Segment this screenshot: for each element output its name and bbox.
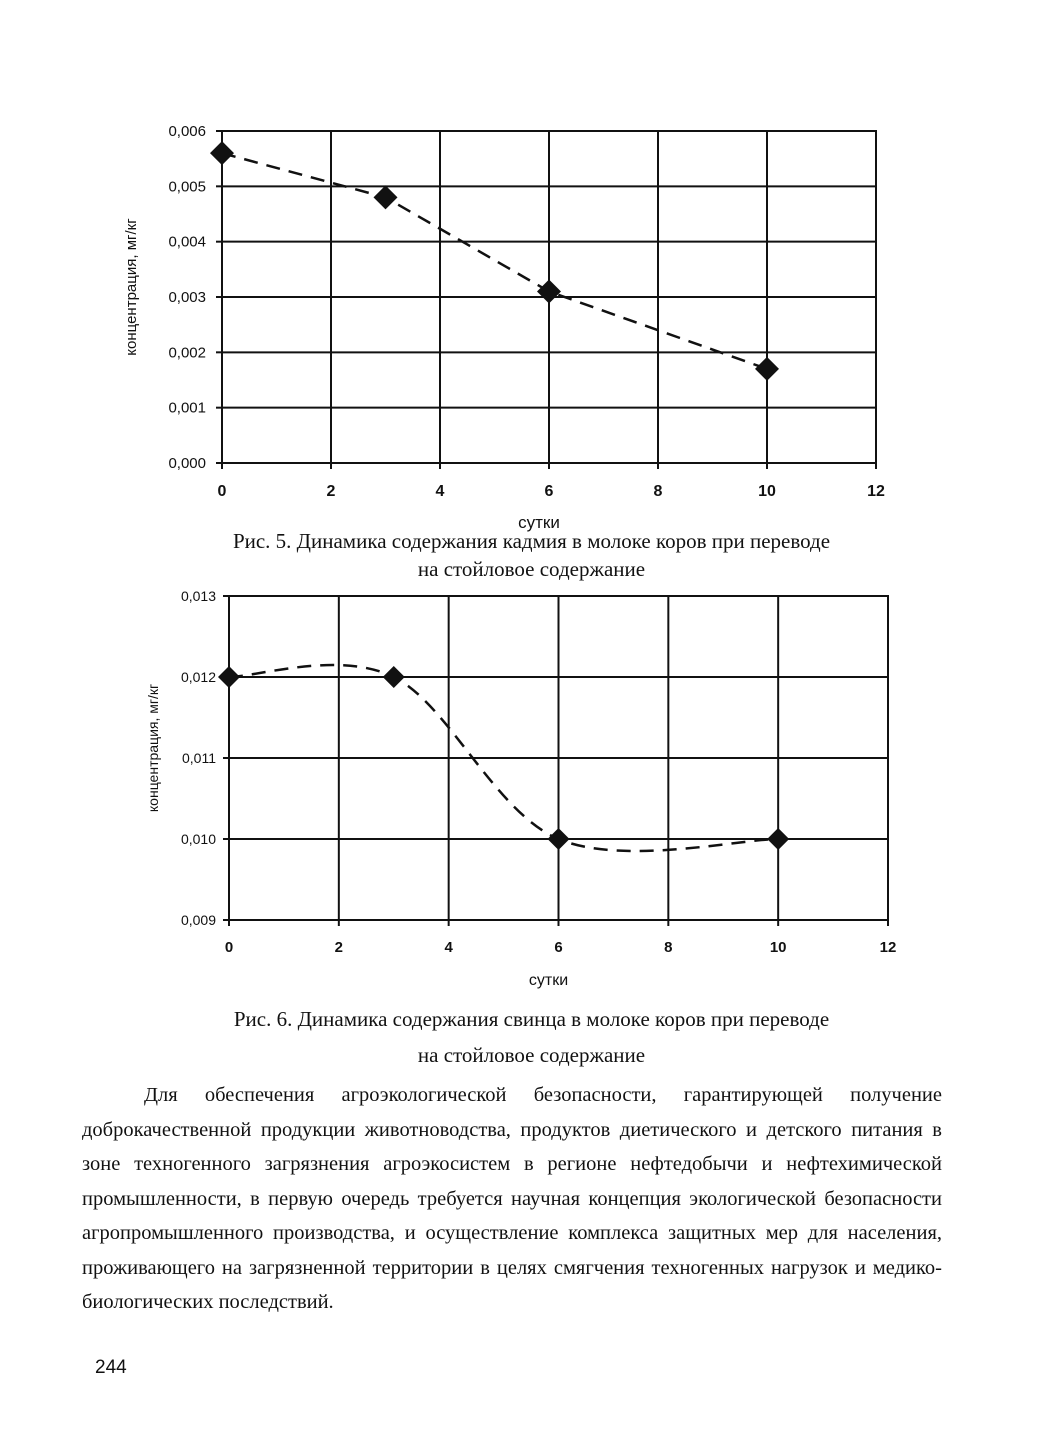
y-tick-label: 0,002 [168,344,206,362]
lead-chart [0,580,1063,1000]
x-tick-label: 12 [879,939,897,956]
data-point-marker [374,185,398,209]
figure-5-caption [0,527,1063,583]
y-tick-label: 0,012 [180,669,216,685]
y-tick-label: 0,009 [180,912,216,928]
y-tick-label: 0,004 [168,233,206,251]
x-axis-label: сутки [518,513,560,532]
x-tick-label: 8 [664,939,673,956]
figure-6-caption [0,1005,1063,1069]
cadmium-chart [0,0,1063,540]
x-tick-label: 6 [544,483,554,500]
data-point-marker [537,279,561,303]
x-tick-label: 8 [653,483,663,500]
data-point-marker [767,828,789,850]
data-point-marker [548,828,570,850]
x-tick-label: 4 [444,939,453,956]
y-tick-label: 0,005 [168,178,206,196]
figure-6-caption-line-2: на стойловое содержание [417,1043,646,1067]
y-tick-label: 0,006 [168,123,206,140]
x-tick-label: 12 [867,483,885,500]
x-axis-label: сутки [528,972,569,989]
y-tick-label: 0,013 [180,588,216,604]
x-tick-label: 2 [326,483,336,500]
x-tick-label: 2 [334,939,344,956]
y-tick-label: 0,001 [168,399,206,417]
body-paragraph: Для обеспечения агроэкологической безопасности, гарантирующей получение доброкачественной продукции животноводства, продуктов диетического и детского питания в зоне техногенного загрязнения агроэкосистем в регионе нефтедобычи и нефтехимической промышленности, в первую очередь требуется научная концепция экологической безопасности агропромышленного производства, и осуществление комплекса защитных мер для населения, проживающего на загрязненной территории в целях смягчения техногенных нагрузок и медико-биологических последствий. [82,1084,942,1313]
x-tick-label: 0 [217,483,227,500]
figure-6-caption-line-1: Рис. 6. Динамика содержания свинца в молоке коров при переводе [233,1007,830,1031]
x-tick-label: 10 [758,483,776,500]
x-tick-label: 6 [554,939,563,956]
y-tick-label: 0,000 [168,455,206,472]
x-tick-label: 0 [224,939,234,956]
data-point-marker [210,141,234,165]
y-tick-label: 0,011 [182,750,216,766]
data-point-marker [755,357,779,381]
figure-5-caption-line-1: Рис. 5. Динамика содержания кадмия в молоке коров при переводе [232,529,831,553]
y-axis-label: концентрация, мг/кг [145,683,161,813]
data-point-marker [218,666,240,688]
x-tick-label: 10 [769,939,787,956]
y-tick-label: 0,010 [180,831,216,847]
y-tick-label: 0,003 [168,289,206,306]
x-tick-label: 4 [435,483,445,500]
data-point-marker [383,666,405,688]
figure-5-caption-line-2: на стойловое содержание [417,557,646,581]
y-axis-label: концентрация, мг/кг [123,218,140,356]
page-number: 244 [95,1357,127,1378]
